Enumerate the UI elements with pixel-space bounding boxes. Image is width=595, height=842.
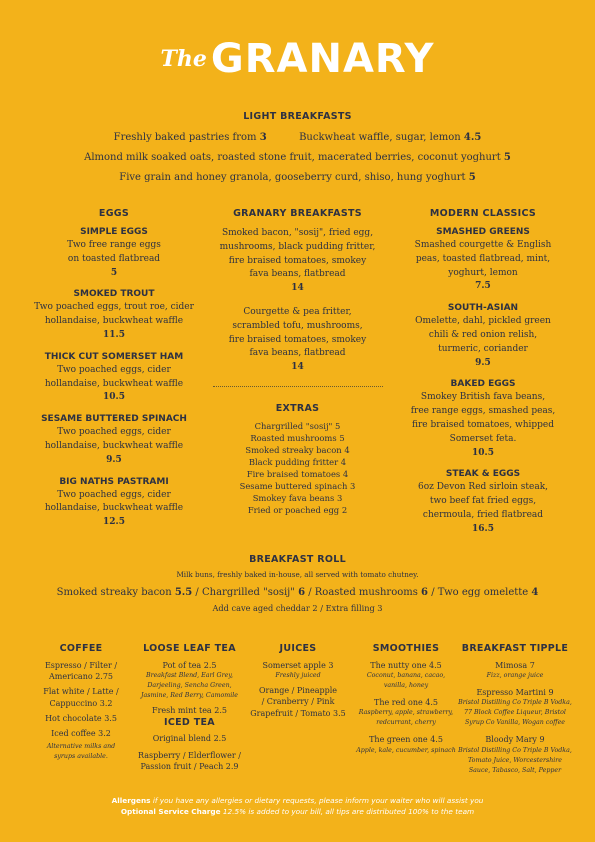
menu-item: Five grain and honey granola, gooseberry curd, shiso, hung yoghurt 5 [119, 172, 476, 183]
dish-description: hollandaise, buckwheat waffle [44, 316, 184, 327]
dish-description: chermoula, fried flatbread [422, 509, 544, 520]
drink-line: Flat white / Latte / [43, 687, 119, 697]
smoothies-section [350, 643, 462, 762]
roll-item [57, 587, 193, 598]
extra-item: Smokey fava beans 3 [252, 493, 343, 503]
coffee-section [27, 643, 135, 762]
juices-section [243, 643, 353, 719]
drink-name: Espresso Martini 9 [476, 688, 554, 698]
drink-description: Sauce, Tabasco, Salt, Pepper [468, 766, 562, 774]
dish-name: SESAME BUTTERED SPINACH [41, 414, 187, 425]
drink-line: Fresh mint tea 2.5 [152, 706, 227, 716]
drink-description: Fizz, orange juice [486, 672, 544, 680]
dish-description: Courgette & pea fritter, [243, 306, 352, 317]
roll-item-price: 6 [421, 587, 429, 598]
dish-description: Smokey British fava beans, [420, 392, 546, 403]
eggs-section [20, 208, 208, 539]
note: Freshly juiced [275, 672, 321, 680]
drink-line: Raspberry / Elderflower / [138, 750, 241, 760]
drink-line: / Cranberry / Pink [261, 697, 335, 707]
drink-description: redcurrant, cherry [376, 719, 436, 727]
section-title: BREAKFAST TIPPLE [461, 643, 569, 654]
dish-description: peas, toasted flatbread, mint, [415, 253, 551, 264]
extra-item: Sesame buttered spinach 3 [239, 481, 356, 491]
dish-price: 14 [291, 362, 304, 373]
drink-name: The green one 4.5 [369, 735, 443, 745]
dish-description: fire braised tomatoes, smokey [228, 334, 367, 345]
logo [0, 36, 595, 82]
section-title: BREAKFAST ROLL [249, 554, 346, 565]
roll-item-price: 4 [531, 587, 539, 598]
roll-item-name: Roasted mushrooms [314, 587, 418, 598]
dish-description: Two poached eggs, cider [57, 364, 171, 375]
drink-line: Espresso / Filter / [44, 661, 118, 670]
dish-price: 5 [110, 267, 118, 278]
roll-item-name: Smoked streaky bacon [56, 587, 172, 598]
roll-item-price: 5.5 [174, 587, 193, 598]
menu-item [20, 289, 208, 342]
menu-item: Freshly baked pastries from 3 [113, 132, 267, 143]
drink-line: Hot chocolate 3.5 [45, 713, 117, 723]
menu-item [388, 469, 578, 536]
dish-description: Smoked bacon, "sosij", fried egg, [221, 228, 374, 238]
note: Darjeeling, Sencha Green, [147, 682, 232, 690]
breakfast-roll-section [0, 554, 595, 613]
drink-description: Bristol Distilling Co Triple B Vodka, [458, 746, 572, 754]
drink-item [456, 660, 574, 681]
dish-price: 7.5 [475, 281, 491, 292]
roll-item [202, 587, 305, 598]
drink-line: Iced coffee 3.2 [51, 729, 111, 739]
light-row-1 [0, 128, 595, 148]
section-title: COFFEE [59, 643, 103, 654]
extras-section [205, 403, 390, 516]
section-title: EGGS [98, 208, 130, 219]
menu-item [388, 227, 578, 294]
note: syrups available. [54, 753, 108, 761]
drink-item [456, 687, 574, 728]
separator: / [192, 587, 202, 598]
separator: / [428, 587, 438, 598]
menu-item: Almond milk soaked oats, roasted stone fruit, macerated berries, coconut yoghurt 5 [84, 152, 511, 163]
dish-name: BIG NATHS PASTRAMI [59, 476, 169, 487]
roll-item [438, 587, 539, 598]
divider [213, 386, 383, 387]
drink-line: Original blend 2.5 [152, 734, 227, 744]
menu-item [20, 227, 208, 280]
drink-name: Mimosa 7 [495, 661, 535, 670]
dish-description: free range eggs, smashed peas, [410, 406, 556, 417]
section-title: LIGHT BREAKFASTS [243, 111, 352, 122]
dish-price: 9.5 [106, 454, 122, 465]
section-title: LOOSE LEAF TEA [143, 643, 236, 654]
drink-description: Raspberry, apple, strawberry, [358, 709, 454, 717]
dish-description: scrambled tofu, mushrooms, [232, 320, 363, 331]
dish-description: fire braised tomatoes, whipped [412, 419, 554, 430]
dish-description: Two poached eggs, trout roe, cider [34, 302, 194, 313]
drink-name: The nutty one 4.5 [370, 661, 442, 670]
drink-line: Orange / Pineapple [258, 686, 338, 696]
note: Breakfast Blend, Earl Grey, [145, 672, 234, 680]
dish-price: 12.5 [103, 517, 125, 528]
roll-items [0, 587, 595, 598]
dish-description: Two poached eggs, cider [57, 489, 171, 500]
breakfast-tipple-section [456, 643, 574, 782]
drink-line: Grapefruit / Tomato 3.5 [250, 708, 346, 718]
drink-description: Tomato Juice, Worcestershire [467, 756, 563, 764]
dish-description: Somerset feta. [449, 433, 517, 444]
dish-description: fava beans, flatbread [249, 269, 346, 280]
drink-name: Bloody Mary 9 [485, 735, 545, 745]
service-charge-note: Optional Service Charge 12.5% is added to your bill, all tips are distributed 100% to the team [120, 807, 475, 816]
section-title: JUICES [279, 643, 317, 654]
dish-name: THICK CUT SOMERSET HAM [44, 351, 184, 362]
modern-classics-section [388, 208, 578, 546]
section-title: ICED TEA [164, 717, 215, 729]
roll-item-name: Chargrilled "sosij" [201, 587, 295, 598]
dish-name: SOUTH-ASIAN [447, 303, 519, 314]
menu-item: Buckwheat waffle, sugar, lemon 4.5 [299, 132, 482, 143]
logo-the: The [160, 46, 207, 72]
dish-price: 16.5 [472, 523, 494, 534]
dish-description: Omelette, dahl, pickled green [415, 316, 551, 327]
dish-description: two beef fat fried eggs, [429, 496, 537, 507]
menu-item [20, 352, 208, 405]
drink-description: Apple, kale, cucumber, spinach [356, 746, 456, 754]
allergens-note: Allergens if you have any allergies or dietary requests, please inform your waiter who will assist you [111, 796, 484, 805]
drink-description: Coconut, banana, cacao, [366, 672, 446, 680]
dish-description: yoghurt, lemon [448, 267, 518, 278]
drink-line: Americano 2.75 [48, 672, 114, 682]
menu-item [20, 477, 208, 530]
roll-addon: Add cave aged cheddar 2 / Extra filling 3 [212, 603, 383, 613]
dish-description: hollandaise, buckwheat waffle [44, 440, 184, 451]
dish-description: Smashed courgette & English [414, 240, 552, 250]
dish-name: SMASHED GREENS [436, 227, 530, 237]
dish-price: 9.5 [475, 357, 491, 368]
roll-item [315, 587, 428, 598]
drink-item [350, 660, 462, 691]
note: Jasmine, Red Berry, Camomile [141, 692, 238, 700]
roll-item-name: Two egg omelette [437, 587, 529, 598]
dish-price: 10.5 [103, 392, 125, 403]
drink-line: Cappuccino 3.2 [49, 698, 113, 708]
section-subtitle: Milk buns, freshly baked in-house, all served with tomato chutney. [176, 570, 419, 579]
dish-name: BAKED EGGS [450, 379, 516, 390]
drink-item [350, 734, 462, 755]
extra-item: Fire braised tomatoes 4 [246, 469, 349, 479]
drink-description: Bristol Distilling Co Triple B Vodka, [458, 699, 572, 707]
extra-item: Roasted mushrooms 5 [250, 433, 345, 443]
logo-brand: GRANARY [210, 36, 435, 82]
dish-name: SMOKED TROUT [73, 289, 155, 300]
light-breakfasts-section [0, 111, 595, 188]
section-title: EXTRAS [275, 403, 320, 414]
extra-item: Fried or poached egg 2 [247, 505, 348, 515]
extra-item: Black pudding fritter 4 [248, 457, 347, 467]
dish-description: fire braised tomatoes, smokey [228, 255, 367, 266]
loose-leaf-tea-section [133, 643, 246, 772]
drink-line: Pot of tea 2.5 [162, 661, 217, 670]
section-title: GRANARY BREAKFASTS [233, 208, 362, 219]
separator: / [305, 587, 315, 598]
granary-breakfasts-section [205, 208, 390, 385]
section-title: MODERN CLASSICS [429, 208, 537, 219]
drink-description: 77 Block Coffee Liqueur, Bristol [464, 709, 566, 717]
drink-description: Syrup Co Vanilla, Wogan coffee [464, 719, 566, 727]
dish-description: fava beans, flatbread [249, 348, 346, 359]
section-title: SMOOTHIES [372, 643, 440, 654]
dish-description: hollandaise, buckwheat waffle [44, 378, 184, 389]
note: Alternative milks and [46, 743, 116, 751]
drink-line: Somerset apple 3 [262, 661, 334, 670]
menu-item [20, 414, 208, 467]
dish-description: Two poached eggs, cider [57, 427, 171, 438]
dish-description: 6oz Devon Red sirloin steak, [417, 482, 549, 493]
dish-description: on toasted flatbread [67, 253, 161, 264]
drink-line: Passion fruit / Peach 2.9 [140, 761, 239, 771]
drink-item [350, 697, 462, 728]
dish-price: 10.5 [472, 447, 494, 458]
drink-item [456, 734, 574, 775]
footer [0, 795, 595, 817]
menu-item [205, 306, 390, 375]
dish-price: 11.5 [103, 329, 125, 340]
drink-name: The red one 4.5 [374, 698, 438, 708]
dish-description: mushrooms, black pudding fritter, [219, 241, 376, 252]
dish-description: Two free range eggs [67, 240, 161, 250]
menu-item [388, 303, 578, 370]
dish-name: STEAK & EGGS [445, 469, 521, 480]
extra-item: Chargrilled "sosij" 5 [254, 421, 341, 431]
menu-item [388, 379, 578, 460]
dish-description: turmeric, coriander [438, 343, 528, 354]
menu-item [205, 227, 390, 296]
extra-item: Smoked streaky bacon 4 [245, 445, 350, 455]
dish-price: 14 [291, 283, 304, 294]
dish-description: hollandaise, buckwheat waffle [44, 503, 184, 514]
dish-description: chili & red onion relish, [428, 329, 538, 340]
roll-item-price: 6 [298, 587, 306, 598]
dish-name: SIMPLE EGGS [80, 227, 148, 237]
drink-description: vanilla, honey [383, 682, 429, 690]
